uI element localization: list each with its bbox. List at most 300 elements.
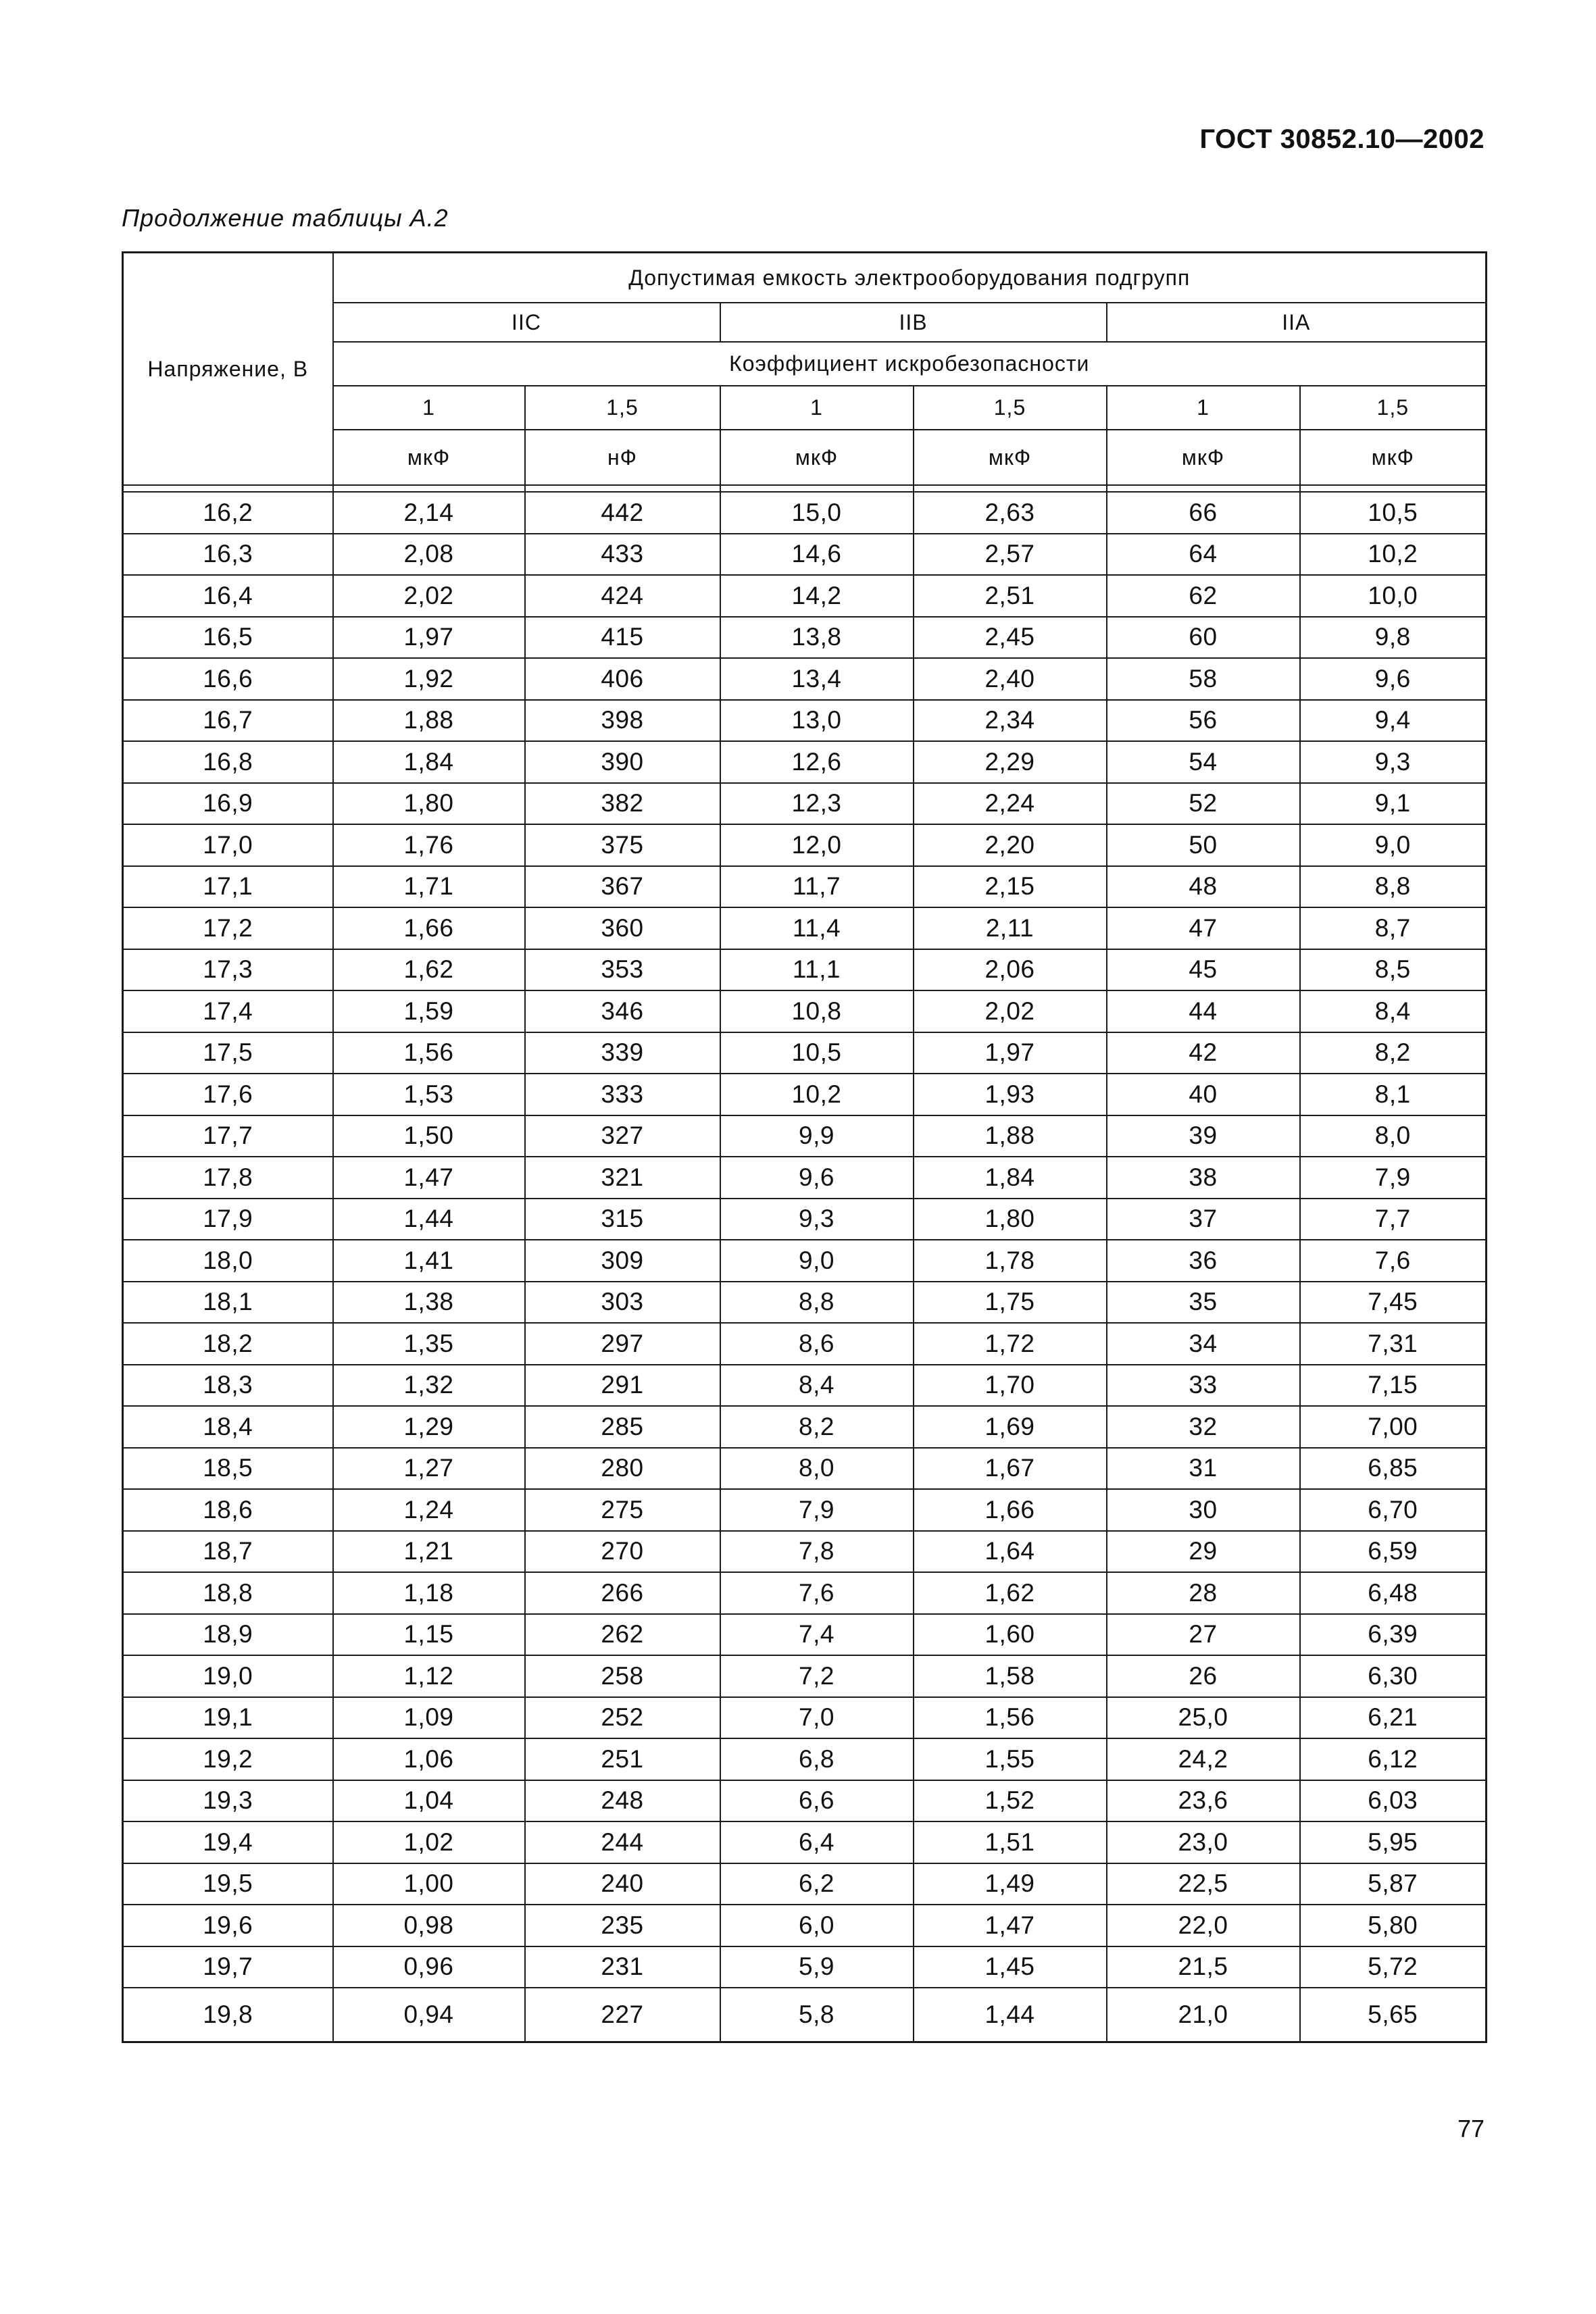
iia-1-cell: 48 — [1107, 866, 1300, 908]
iic-1-cell: 1,71 — [333, 866, 525, 908]
iic-1-cell: 1,06 — [333, 1738, 525, 1780]
table-body — [123, 492, 1487, 2042]
iib-1-cell: 14,2 — [720, 575, 914, 617]
table-row — [123, 990, 1487, 1032]
voltage-cell: 19,2 — [123, 1738, 333, 1780]
iic-1-cell: 1,27 — [333, 1448, 525, 1490]
table-row — [123, 1531, 1487, 1573]
iib-15-cell: 2,02 — [914, 990, 1107, 1032]
iib-1-cell: 10,2 — [720, 1074, 914, 1115]
table-row — [123, 1821, 1487, 1863]
iib-1-cell: 8,4 — [720, 1365, 914, 1407]
voltage-cell: 19,6 — [123, 1905, 333, 1946]
iic-15-cell: 415 — [525, 617, 720, 659]
table-row — [123, 534, 1487, 576]
iic-1-cell: 1,24 — [333, 1489, 525, 1531]
iia-15-cell: 6,21 — [1300, 1697, 1487, 1739]
iic-15-cell: 390 — [525, 741, 720, 783]
iib-15-cell: 1,67 — [914, 1448, 1107, 1490]
voltage-cell: 16,3 — [123, 534, 333, 576]
iia-1-cell: 36 — [1107, 1240, 1300, 1282]
iic-1-cell: 1,76 — [333, 824, 525, 866]
iic-1-cell: 1,35 — [333, 1323, 525, 1365]
iic-1-cell: 1,80 — [333, 783, 525, 825]
iib-15-cell: 1,69 — [914, 1406, 1107, 1448]
iib-15-cell: 1,64 — [914, 1531, 1107, 1573]
iic-1-cell: 1,92 — [333, 658, 525, 700]
iib-15-cell: 1,66 — [914, 1489, 1107, 1531]
iic-1-cell: 1,02 — [333, 1821, 525, 1863]
iia-1-cell: 22,0 — [1107, 1905, 1300, 1946]
iia-15-cell: 5,87 — [1300, 1863, 1487, 1905]
iia-1-cell: 25,0 — [1107, 1697, 1300, 1739]
iia-1-cell: 54 — [1107, 741, 1300, 783]
iic-15-cell: 291 — [525, 1365, 720, 1407]
iic-1-cell: 1,09 — [333, 1697, 525, 1739]
iic-15-cell: 275 — [525, 1489, 720, 1531]
table-row — [123, 1655, 1487, 1697]
iia-1-cell: 38 — [1107, 1157, 1300, 1199]
iib-1-cell: 8,8 — [720, 1282, 914, 1324]
iic-1-cell: 1,88 — [333, 700, 525, 742]
table-row — [123, 1323, 1487, 1365]
unit-cell: нФ — [525, 430, 720, 485]
voltage-cell: 18,6 — [123, 1489, 333, 1531]
iic-15-cell: 433 — [525, 534, 720, 576]
iia-15-cell: 9,1 — [1300, 783, 1487, 825]
table-row — [123, 1697, 1487, 1739]
iib-1-cell: 7,0 — [720, 1697, 914, 1739]
iic-15-cell: 360 — [525, 907, 720, 949]
iia-1-cell: 33 — [1107, 1365, 1300, 1407]
iia-1-cell: 21,0 — [1107, 1988, 1300, 2042]
iic-15-cell: 398 — [525, 700, 720, 742]
table-row — [123, 741, 1487, 783]
iia-15-cell: 8,7 — [1300, 907, 1487, 949]
unit-cell: мкФ — [1107, 430, 1300, 485]
unit-cell: мкФ — [720, 430, 914, 485]
iib-1-cell: 10,8 — [720, 990, 914, 1032]
iic-15-cell: 240 — [525, 1863, 720, 1905]
iib-15-cell: 1,52 — [914, 1780, 1107, 1822]
iib-1-cell: 5,9 — [720, 1946, 914, 1988]
table-header — [123, 253, 1487, 493]
iib-1-cell: 13,8 — [720, 617, 914, 659]
table-row — [123, 492, 1487, 534]
iic-15-cell: 367 — [525, 866, 720, 908]
iia-15-cell: 6,70 — [1300, 1489, 1487, 1531]
iic-1-cell: 1,59 — [333, 990, 525, 1032]
iic-15-cell: 280 — [525, 1448, 720, 1490]
factor-header: Коэффициент искробезопасности — [333, 342, 1487, 386]
iia-1-cell: 31 — [1107, 1448, 1300, 1490]
iia-15-cell: 7,6 — [1300, 1240, 1487, 1282]
iic-15-cell: 231 — [525, 1946, 720, 1988]
iia-1-cell: 23,0 — [1107, 1821, 1300, 1863]
iib-15-cell: 2,11 — [914, 907, 1107, 949]
iic-1-cell: 1,00 — [333, 1863, 525, 1905]
iic-15-cell: 346 — [525, 990, 720, 1032]
iic-15-cell: 303 — [525, 1282, 720, 1324]
iic-15-cell: 252 — [525, 1697, 720, 1739]
iib-15-cell: 1,93 — [914, 1074, 1107, 1115]
iic-15-cell: 285 — [525, 1406, 720, 1448]
iic-15-cell: 315 — [525, 1199, 720, 1240]
unit-cell: мкФ — [333, 430, 525, 485]
voltage-cell: 17,2 — [123, 907, 333, 949]
voltage-cell: 17,1 — [123, 866, 333, 908]
table-row — [123, 1032, 1487, 1074]
iia-1-cell: 21,5 — [1107, 1946, 1300, 1988]
voltage-header: Напряжение, В — [123, 253, 333, 486]
iib-1-cell: 13,4 — [720, 658, 914, 700]
iib-1-cell: 6,4 — [720, 1821, 914, 1863]
iia-15-cell: 6,30 — [1300, 1655, 1487, 1697]
factor-cell: 1 — [1107, 386, 1300, 430]
iib-1-cell: 7,8 — [720, 1531, 914, 1573]
iia-15-cell: 8,2 — [1300, 1032, 1487, 1074]
table-row — [123, 617, 1487, 659]
iia-15-cell: 6,39 — [1300, 1614, 1487, 1656]
table-row — [123, 824, 1487, 866]
iic-1-cell: 1,84 — [333, 741, 525, 783]
iib-1-cell: 11,1 — [720, 949, 914, 991]
iic-15-cell: 251 — [525, 1738, 720, 1780]
header-separator — [123, 485, 1487, 492]
voltage-cell: 17,5 — [123, 1032, 333, 1074]
iia-15-cell: 6,59 — [1300, 1531, 1487, 1573]
voltage-cell: 18,0 — [123, 1240, 333, 1282]
table-row — [123, 783, 1487, 825]
voltage-cell: 18,8 — [123, 1572, 333, 1614]
table-row — [123, 700, 1487, 742]
iib-15-cell: 1,78 — [914, 1240, 1107, 1282]
iia-15-cell: 5,80 — [1300, 1905, 1487, 1946]
iic-15-cell: 406 — [525, 658, 720, 700]
iib-1-cell: 10,5 — [720, 1032, 914, 1074]
iib-1-cell: 8,6 — [720, 1323, 914, 1365]
iia-1-cell: 60 — [1107, 617, 1300, 659]
iic-1-cell: 1,29 — [333, 1406, 525, 1448]
table-row — [123, 658, 1487, 700]
iia-15-cell: 8,4 — [1300, 990, 1487, 1032]
iib-1-cell: 7,2 — [720, 1655, 914, 1697]
iic-15-cell: 297 — [525, 1323, 720, 1365]
voltage-cell: 17,9 — [123, 1199, 333, 1240]
table-row — [123, 1572, 1487, 1614]
iib-1-cell: 5,8 — [720, 1988, 914, 2042]
iia-1-cell: 44 — [1107, 990, 1300, 1032]
table-row — [123, 907, 1487, 949]
iia-1-cell: 39 — [1107, 1115, 1300, 1157]
voltage-cell: 19,7 — [123, 1946, 333, 1988]
iia-15-cell: 6,12 — [1300, 1738, 1487, 1780]
iib-15-cell: 2,63 — [914, 492, 1107, 534]
iic-15-cell: 262 — [525, 1614, 720, 1656]
capacitance-table — [122, 251, 1487, 2043]
iic-15-cell: 235 — [525, 1905, 720, 1946]
table-row — [123, 949, 1487, 991]
iic-15-cell: 244 — [525, 1821, 720, 1863]
iia-15-cell: 5,72 — [1300, 1946, 1487, 1988]
iib-1-cell: 12,0 — [720, 824, 914, 866]
iia-1-cell: 42 — [1107, 1032, 1300, 1074]
iib-15-cell: 2,20 — [914, 824, 1107, 866]
voltage-cell: 18,7 — [123, 1531, 333, 1573]
iib-15-cell: 2,24 — [914, 783, 1107, 825]
voltage-cell: 18,4 — [123, 1406, 333, 1448]
iib-15-cell: 1,88 — [914, 1115, 1107, 1157]
iia-15-cell: 8,5 — [1300, 949, 1487, 991]
iib-15-cell: 1,55 — [914, 1738, 1107, 1780]
iib-15-cell: 1,75 — [914, 1282, 1107, 1324]
iib-1-cell: 15,0 — [720, 492, 914, 534]
iib-1-cell: 11,7 — [720, 866, 914, 908]
factor-cell: 1,5 — [525, 386, 720, 430]
document-code: ГОСТ 30852.10—2002 — [1199, 124, 1485, 154]
iia-1-cell: 37 — [1107, 1199, 1300, 1240]
iia-1-cell: 56 — [1107, 700, 1300, 742]
subgroup-iic-header: IIC — [333, 303, 720, 342]
iia-15-cell: 7,00 — [1300, 1406, 1487, 1448]
iib-15-cell: 2,51 — [914, 575, 1107, 617]
iib-1-cell: 9,0 — [720, 1240, 914, 1282]
table-row — [123, 1988, 1487, 2042]
iib-15-cell: 1,58 — [914, 1655, 1107, 1697]
iia-15-cell: 6,48 — [1300, 1572, 1487, 1614]
iic-15-cell: 321 — [525, 1157, 720, 1199]
voltage-cell: 18,2 — [123, 1323, 333, 1365]
factor-cell: 1 — [720, 386, 914, 430]
table-row — [123, 1863, 1487, 1905]
iib-15-cell: 2,29 — [914, 741, 1107, 783]
voltage-cell: 18,1 — [123, 1282, 333, 1324]
iic-1-cell: 2,02 — [333, 575, 525, 617]
iib-1-cell: 7,4 — [720, 1614, 914, 1656]
iic-1-cell: 0,94 — [333, 1988, 525, 2042]
iia-1-cell: 45 — [1107, 949, 1300, 991]
unit-cell: мкФ — [914, 430, 1107, 485]
table-row — [123, 1282, 1487, 1324]
table-row — [123, 1738, 1487, 1780]
voltage-cell: 16,6 — [123, 658, 333, 700]
iia-1-cell: 50 — [1107, 824, 1300, 866]
iic-1-cell: 0,98 — [333, 1905, 525, 1946]
table-row — [123, 866, 1487, 908]
iic-1-cell: 1,15 — [333, 1614, 525, 1656]
table-row — [123, 1115, 1487, 1157]
iib-1-cell: 6,2 — [720, 1863, 914, 1905]
iia-15-cell: 6,85 — [1300, 1448, 1487, 1490]
iib-15-cell: 1,45 — [914, 1946, 1107, 1988]
iic-1-cell: 1,04 — [333, 1780, 525, 1822]
iib-15-cell: 1,84 — [914, 1157, 1107, 1199]
iia-15-cell: 7,7 — [1300, 1199, 1487, 1240]
iia-15-cell: 10,5 — [1300, 492, 1487, 534]
subgroup-iib-header: IIB — [720, 303, 1107, 342]
voltage-cell: 17,4 — [123, 990, 333, 1032]
table-row — [123, 1780, 1487, 1822]
factor-cell: 1,5 — [914, 386, 1107, 430]
iic-1-cell: 1,50 — [333, 1115, 525, 1157]
iia-1-cell: 62 — [1107, 575, 1300, 617]
iic-15-cell: 266 — [525, 1572, 720, 1614]
table-row — [123, 1489, 1487, 1531]
iib-1-cell: 7,6 — [720, 1572, 914, 1614]
iib-15-cell: 1,72 — [914, 1323, 1107, 1365]
iia-1-cell: 34 — [1107, 1323, 1300, 1365]
iic-1-cell: 1,12 — [333, 1655, 525, 1697]
iic-15-cell: 442 — [525, 492, 720, 534]
iib-1-cell: 7,9 — [720, 1489, 914, 1531]
iic-1-cell: 1,62 — [333, 949, 525, 991]
voltage-cell: 17,3 — [123, 949, 333, 991]
iia-1-cell: 24,2 — [1107, 1738, 1300, 1780]
table-row — [123, 1946, 1487, 1988]
voltage-cell: 17,8 — [123, 1157, 333, 1199]
iia-15-cell: 5,65 — [1300, 1988, 1487, 2042]
iia-1-cell: 29 — [1107, 1531, 1300, 1573]
iia-1-cell: 22,5 — [1107, 1863, 1300, 1905]
iib-1-cell: 6,8 — [720, 1738, 914, 1780]
iia-15-cell: 5,95 — [1300, 1821, 1487, 1863]
voltage-cell: 17,6 — [123, 1074, 333, 1115]
iia-15-cell: 9,0 — [1300, 824, 1487, 866]
iic-1-cell: 1,47 — [333, 1157, 525, 1199]
iia-1-cell: 30 — [1107, 1489, 1300, 1531]
iic-1-cell: 0,96 — [333, 1946, 525, 1988]
iib-1-cell: 14,6 — [720, 534, 914, 576]
iia-15-cell: 9,4 — [1300, 700, 1487, 742]
iib-15-cell: 1,62 — [914, 1572, 1107, 1614]
voltage-cell: 19,3 — [123, 1780, 333, 1822]
voltage-cell: 19,4 — [123, 1821, 333, 1863]
iib-15-cell: 1,70 — [914, 1365, 1107, 1407]
iia-15-cell: 7,45 — [1300, 1282, 1487, 1324]
iib-1-cell: 6,0 — [720, 1905, 914, 1946]
iia-1-cell: 28 — [1107, 1572, 1300, 1614]
table-row — [123, 1074, 1487, 1115]
voltage-cell: 19,5 — [123, 1863, 333, 1905]
iic-15-cell: 309 — [525, 1240, 720, 1282]
iia-1-cell: 66 — [1107, 492, 1300, 534]
iic-1-cell: 1,56 — [333, 1032, 525, 1074]
voltage-cell: 16,7 — [123, 700, 333, 742]
iic-15-cell: 270 — [525, 1531, 720, 1573]
iia-15-cell: 8,0 — [1300, 1115, 1487, 1157]
voltage-cell: 17,7 — [123, 1115, 333, 1157]
iib-1-cell: 6,6 — [720, 1780, 914, 1822]
voltage-cell: 18,9 — [123, 1614, 333, 1656]
table-row — [123, 1157, 1487, 1199]
iia-1-cell: 35 — [1107, 1282, 1300, 1324]
iib-15-cell: 1,44 — [914, 1988, 1107, 2042]
iib-1-cell: 9,6 — [720, 1157, 914, 1199]
iia-1-cell: 58 — [1107, 658, 1300, 700]
iic-15-cell: 339 — [525, 1032, 720, 1074]
table-row — [123, 1365, 1487, 1407]
iia-1-cell: 47 — [1107, 907, 1300, 949]
voltage-cell: 16,9 — [123, 783, 333, 825]
iib-1-cell: 8,2 — [720, 1406, 914, 1448]
iic-1-cell: 1,53 — [333, 1074, 525, 1115]
iic-1-cell: 2,14 — [333, 492, 525, 534]
iia-15-cell: 7,9 — [1300, 1157, 1487, 1199]
iib-15-cell: 2,40 — [914, 658, 1107, 700]
iib-1-cell: 12,3 — [720, 783, 914, 825]
iic-1-cell: 1,44 — [333, 1199, 525, 1240]
iia-1-cell: 40 — [1107, 1074, 1300, 1115]
iia-15-cell: 6,03 — [1300, 1780, 1487, 1822]
iib-1-cell: 13,0 — [720, 700, 914, 742]
table-row — [123, 1199, 1487, 1240]
iib-15-cell: 2,34 — [914, 700, 1107, 742]
capacity-header: Допустимая емкость электрооборудования подгрупп — [333, 253, 1487, 303]
voltage-cell: 18,5 — [123, 1448, 333, 1490]
iic-1-cell: 2,08 — [333, 534, 525, 576]
voltage-cell: 19,0 — [123, 1655, 333, 1697]
table-row — [123, 1406, 1487, 1448]
voltage-cell: 18,3 — [123, 1365, 333, 1407]
iic-15-cell: 375 — [525, 824, 720, 866]
iic-1-cell: 1,41 — [333, 1240, 525, 1282]
iic-15-cell: 227 — [525, 1988, 720, 2042]
iia-1-cell: 52 — [1107, 783, 1300, 825]
iic-15-cell: 258 — [525, 1655, 720, 1697]
iib-15-cell: 1,47 — [914, 1905, 1107, 1946]
iia-1-cell: 64 — [1107, 534, 1300, 576]
table-row — [123, 1240, 1487, 1282]
iib-15-cell: 2,45 — [914, 617, 1107, 659]
iic-15-cell: 327 — [525, 1115, 720, 1157]
iib-15-cell: 1,80 — [914, 1199, 1107, 1240]
iib-15-cell: 1,60 — [914, 1614, 1107, 1656]
iia-15-cell: 9,8 — [1300, 617, 1487, 659]
iia-15-cell: 7,31 — [1300, 1323, 1487, 1365]
voltage-cell: 16,2 — [123, 492, 333, 534]
voltage-cell: 16,4 — [123, 575, 333, 617]
subgroup-iia-header: IIA — [1107, 303, 1487, 342]
voltage-cell: 17,0 — [123, 824, 333, 866]
iib-15-cell: 1,56 — [914, 1697, 1107, 1739]
table-row — [123, 1905, 1487, 1946]
table-row — [123, 1448, 1487, 1490]
table-caption: Продолжение таблицы А.2 — [122, 204, 449, 232]
voltage-cell: 19,8 — [123, 1988, 333, 2042]
iic-15-cell: 424 — [525, 575, 720, 617]
iic-15-cell: 248 — [525, 1780, 720, 1822]
iic-1-cell: 1,21 — [333, 1531, 525, 1573]
voltage-cell: 16,5 — [123, 617, 333, 659]
iib-15-cell: 1,97 — [914, 1032, 1107, 1074]
iia-15-cell: 10,2 — [1300, 534, 1487, 576]
iic-15-cell: 353 — [525, 949, 720, 991]
table-row — [123, 575, 1487, 617]
iic-1-cell: 1,97 — [333, 617, 525, 659]
unit-cell: мкФ — [1300, 430, 1487, 485]
iib-1-cell: 8,0 — [720, 1448, 914, 1490]
page-number: 77 — [1457, 2115, 1485, 2142]
table-row — [123, 1614, 1487, 1656]
iia-1-cell: 27 — [1107, 1614, 1300, 1656]
iia-1-cell: 23,6 — [1107, 1780, 1300, 1822]
iia-15-cell: 8,1 — [1300, 1074, 1487, 1115]
iic-1-cell: 1,38 — [333, 1282, 525, 1324]
iib-15-cell: 2,06 — [914, 949, 1107, 991]
iib-15-cell: 2,57 — [914, 534, 1107, 576]
iia-1-cell: 26 — [1107, 1655, 1300, 1697]
iic-1-cell: 1,18 — [333, 1572, 525, 1614]
